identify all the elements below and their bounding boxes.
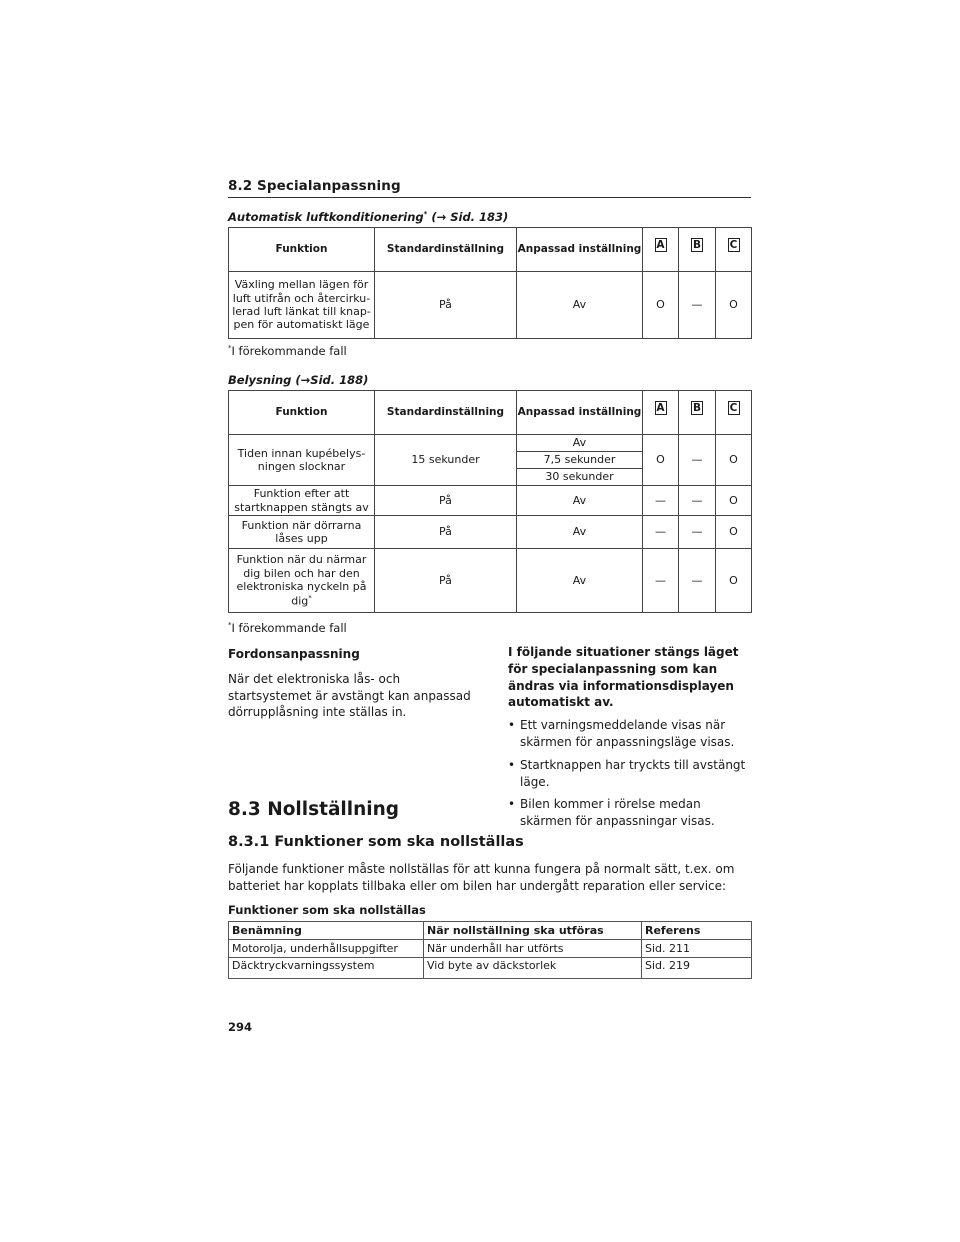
footnote-star: *: [228, 344, 232, 353]
right-column: [508, 644, 754, 836]
cell-option: 30 sekunder: [517, 469, 643, 486]
col-a: [643, 228, 679, 272]
cell-anpassad: Av: [517, 516, 643, 549]
cell-option: 7,5 sekunder: [517, 452, 643, 469]
cell-b: —: [679, 516, 716, 549]
cell-benamning: Däcktryckvarningssystem: [229, 958, 424, 979]
footnote-text: I förekommande fall: [231, 344, 347, 358]
table-row: [229, 486, 752, 516]
cell-b: —: [679, 435, 716, 486]
col-b: [679, 228, 716, 272]
cell-standard: På: [375, 516, 517, 549]
cell-c: O: [716, 549, 752, 613]
intro-text: Följande funktioner måste nollställas för att kunna fungera på normalt sätt, t.ex. om batteriet har kopplats tillbaka eller om bilen har undergått reparation eller service:: [228, 862, 735, 894]
cell-funktion-text: Funktion när du närmar dig bilen och har den elektroniska nyckeln på dig: [236, 553, 367, 608]
cell-a: —: [643, 486, 679, 516]
cell-nar: Vid byte av däckstorlek: [424, 958, 642, 979]
col-referens: Referens: [642, 922, 752, 940]
key-a-icon: A: [656, 239, 665, 251]
col-standard: Standardinställning: [375, 228, 517, 272]
col-b: [679, 391, 716, 435]
left-column-text: När det elektroniska lås- och startsystemet är avstängt kan anpassad dörrupplåsning inte ställas in.: [228, 671, 471, 720]
cell-c: O: [716, 272, 752, 339]
cell-c: O: [716, 516, 752, 549]
cell-benamning: Motorolja, underhållsuppgifter: [229, 940, 424, 958]
right-column-heading: I följande situationer stängs läget för specialanpassning som kan ändras via informationsdisplayen automatiskt av.: [508, 645, 739, 710]
list-item-text: Ett varningsmeddelande visas när skärmen för anpassningsläge visas.: [520, 718, 735, 749]
ac-heading-ref: (→ Sid. 183): [427, 210, 509, 224]
table-row: [229, 272, 752, 339]
page-number: 294: [228, 1020, 253, 1034]
reset-table-header: [229, 922, 752, 940]
key-a-icon: A: [656, 402, 665, 414]
col-a: [643, 391, 679, 435]
cell-c: O: [716, 435, 752, 486]
cell-funktion: Tiden innan kupébelys-ningen slocknar: [229, 435, 375, 486]
reset-table: [228, 921, 752, 979]
bullet-icon: •: [508, 718, 516, 733]
cell-anpassad: Av: [517, 272, 643, 339]
list-item: [508, 757, 754, 791]
cell-anpassad: Av: [517, 549, 643, 613]
cell-b: —: [679, 486, 716, 516]
cell-funktion-star: *: [308, 593, 312, 602]
cell-standard: På: [375, 549, 517, 613]
list-item: [508, 796, 754, 830]
cell-referens: Sid. 219: [642, 958, 752, 979]
bullet-icon: •: [508, 757, 516, 772]
table-row: [229, 435, 752, 452]
col-funktion: Funktion: [229, 228, 375, 272]
ac-table: [228, 227, 752, 339]
bullet-list: [508, 717, 754, 830]
belysning-table: [228, 390, 752, 613]
cell-nar: När underhåll har utförts: [424, 940, 642, 958]
belysning-heading: Belysning (→Sid. 188): [228, 373, 369, 387]
list-item-text: Startknappen har tryckts till avstängt läge.: [520, 757, 746, 789]
table-row: [229, 549, 752, 613]
cell-a: O: [643, 272, 679, 339]
cell-option: Av: [517, 435, 643, 452]
belysning-table-header: [229, 391, 752, 435]
col-standard: Standardinställning: [375, 391, 517, 435]
cell-b: —: [679, 549, 716, 613]
ac-heading-star: *: [423, 210, 428, 219]
key-c-icon: C: [728, 238, 740, 252]
cell-standard: På: [375, 486, 517, 516]
chapter-heading: 8.3 Nollställning: [228, 799, 400, 820]
cell-c: O: [716, 486, 752, 516]
belysning-footnote: [228, 621, 347, 635]
col-benamning: Benämning: [229, 922, 424, 940]
col-anpassad: Anpassad inställning: [517, 228, 643, 272]
list-item-text: Bilen kommer i rörelse medan skärmen för anpassningar visas.: [520, 797, 715, 829]
cell-a: —: [643, 516, 679, 549]
cell-a: O: [643, 435, 679, 486]
cell-a: —: [643, 549, 679, 613]
ac-heading-text: Automatisk luftkonditionering: [228, 210, 424, 224]
list-item: [508, 717, 754, 751]
ac-heading: [228, 210, 508, 224]
col-nar: När nollställning ska utföras: [424, 922, 642, 940]
cell-b: —: [679, 272, 716, 339]
key-b-icon: B: [692, 402, 701, 414]
bullet-icon: •: [508, 797, 516, 812]
table-row: [229, 940, 752, 958]
left-column: [228, 646, 478, 721]
ac-footnote: [228, 344, 347, 358]
footnote-text: I förekommande fall: [231, 621, 347, 635]
footnote-star: *: [228, 621, 232, 630]
col-anpassad: Anpassad inställning: [517, 391, 643, 435]
cell-anpassad: Av: [517, 486, 643, 516]
table-row: [229, 516, 752, 549]
col-c: [716, 391, 752, 435]
col-c: [716, 228, 752, 272]
cell-funktion: Funktion när dörrarna låses upp: [229, 516, 375, 549]
col-funktion: Funktion: [229, 391, 375, 435]
left-column-heading: Fordonsanpassning: [228, 647, 360, 661]
section-header: 8.2 Specialanpassning: [228, 178, 751, 198]
reset-table-title: Funktioner som ska nollställas: [228, 903, 426, 917]
cell-standard: 15 sekunder: [375, 435, 517, 486]
table-row: [229, 958, 752, 979]
key-c-icon: C: [728, 401, 740, 415]
cell-standard: På: [375, 272, 517, 339]
key-b-icon: B: [692, 239, 701, 251]
subsection-heading: 8.3.1 Funktioner som ska nollställas: [228, 834, 524, 850]
ac-table-header: [229, 228, 752, 272]
cell-referens: Sid. 211: [642, 940, 752, 958]
cell-funktion: [229, 549, 375, 613]
cell-funktion: Funktion efter att startknappen stängts av: [229, 486, 375, 516]
cell-funktion: Växling mellan lägen för luft utifrån och återcirku-lerad luft länkat till knap-pen för automatiskt läge: [229, 272, 375, 339]
